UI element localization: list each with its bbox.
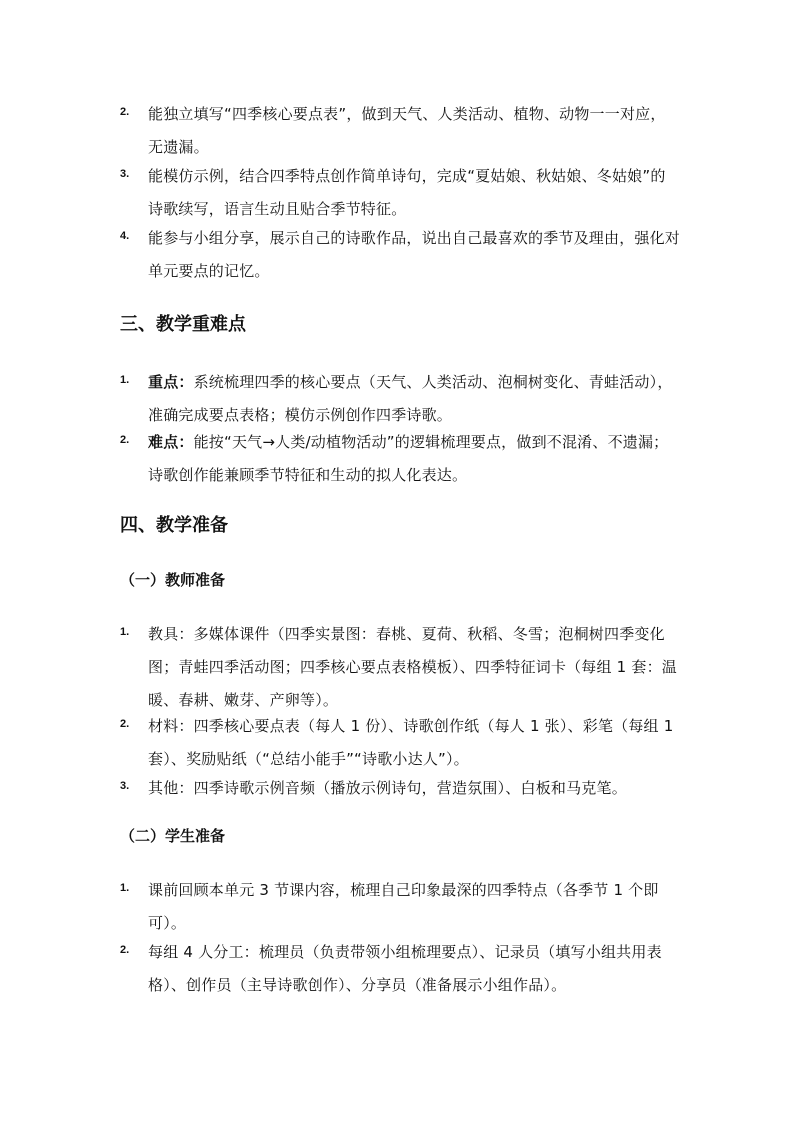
list-number: 2. [120,944,130,956]
list-text: 材料：四季核心要点表（每人 1 份）、诗歌创作纸（每人 1 张）、彩笔（每组 1 套）、奖励贴纸（“总结小能手”“诗歌小达人”）。 [148,717,674,768]
list-text: 能模仿示例，结合四季特点创作简单诗句，完成“夏姑娘、秋姑娘、冬姑娘”的诗歌续写，语言生动且贴合季节特征。 [148,167,666,218]
list-number: 1. [120,626,130,638]
key-point-item [120,366,680,432]
list-number: 2. [120,718,130,730]
student-prep-item [120,936,680,1002]
item-body: 能按“天气→人类/动植物活动”的逻辑梳理要点，做到不混淆、不遗漏；诗歌创作能兼顾季节特征和生动的拟人化表达。 [148,433,669,484]
list-text: 教具：多媒体课件（四季实景图：春桃、夏荷、秋稻、冬雪；泡桐树四季变化图；青蛙四季活动图；四季核心要点表格模板）、四季特征词卡（每组 1 套：温暖、春耕、嫩芽、产卵等）。 [148,625,677,709]
goal-item-3 [120,160,680,226]
goal-item-2 [120,98,680,164]
section-heading-key-points: 三、教学重难点 [120,314,246,335]
list-text [148,366,680,432]
list-text: 能独立填写“四季核心要点表”，做到天气、人类活动、植物、动物一一对应，无遗漏。 [148,105,666,156]
teacher-prep-item [120,772,680,805]
list-number: 1. [120,374,130,386]
item-label: 难点： [148,433,194,451]
list-number: 3. [120,780,130,792]
list-text: 能参与小组分享，展示自己的诗歌作品，说出自己最喜欢的季节及理由，强化对单元要点的记忆。 [148,229,681,280]
difficult-point-item [120,426,680,492]
list-text: 每组 4 人分工：梳理员（负责带领小组梳理要点）、记录员（填写小组共用表格）、创作员（主导诗歌创作）、分享员（准备展示小组作品）。 [148,943,662,994]
list-text [148,426,680,492]
teacher-prep-item [120,710,680,776]
teacher-prep-item [120,618,680,717]
list-number: 2. [120,434,130,446]
list-number: 4. [120,230,130,242]
item-label: 重点： [148,373,194,391]
item-body: 系统梳理四季的核心要点（天气、人类活动、泡桐树变化、青蛙活动），准确完成要点表格；模仿示例创作四季诗歌。 [148,373,673,424]
list-text: 其他：四季诗歌示例音频（播放示例诗句，营造氛围）、白板和马克笔。 [148,779,627,797]
list-number: 3. [120,168,130,180]
list-text: 课前回顾本单元 3 节课内容，梳理自己印象最深的四季特点（各季节 1 个即可）。 [148,881,659,932]
student-prep-item [120,874,680,940]
subheading-student-prep: （二）学生准备 [120,827,226,845]
list-number: 1. [120,882,130,894]
list-number: 2. [120,106,130,118]
goal-item-4 [120,222,680,288]
subheading-teacher-prep: （一）教师准备 [120,571,226,589]
section-heading-preparation: 四、教学准备 [120,515,228,536]
